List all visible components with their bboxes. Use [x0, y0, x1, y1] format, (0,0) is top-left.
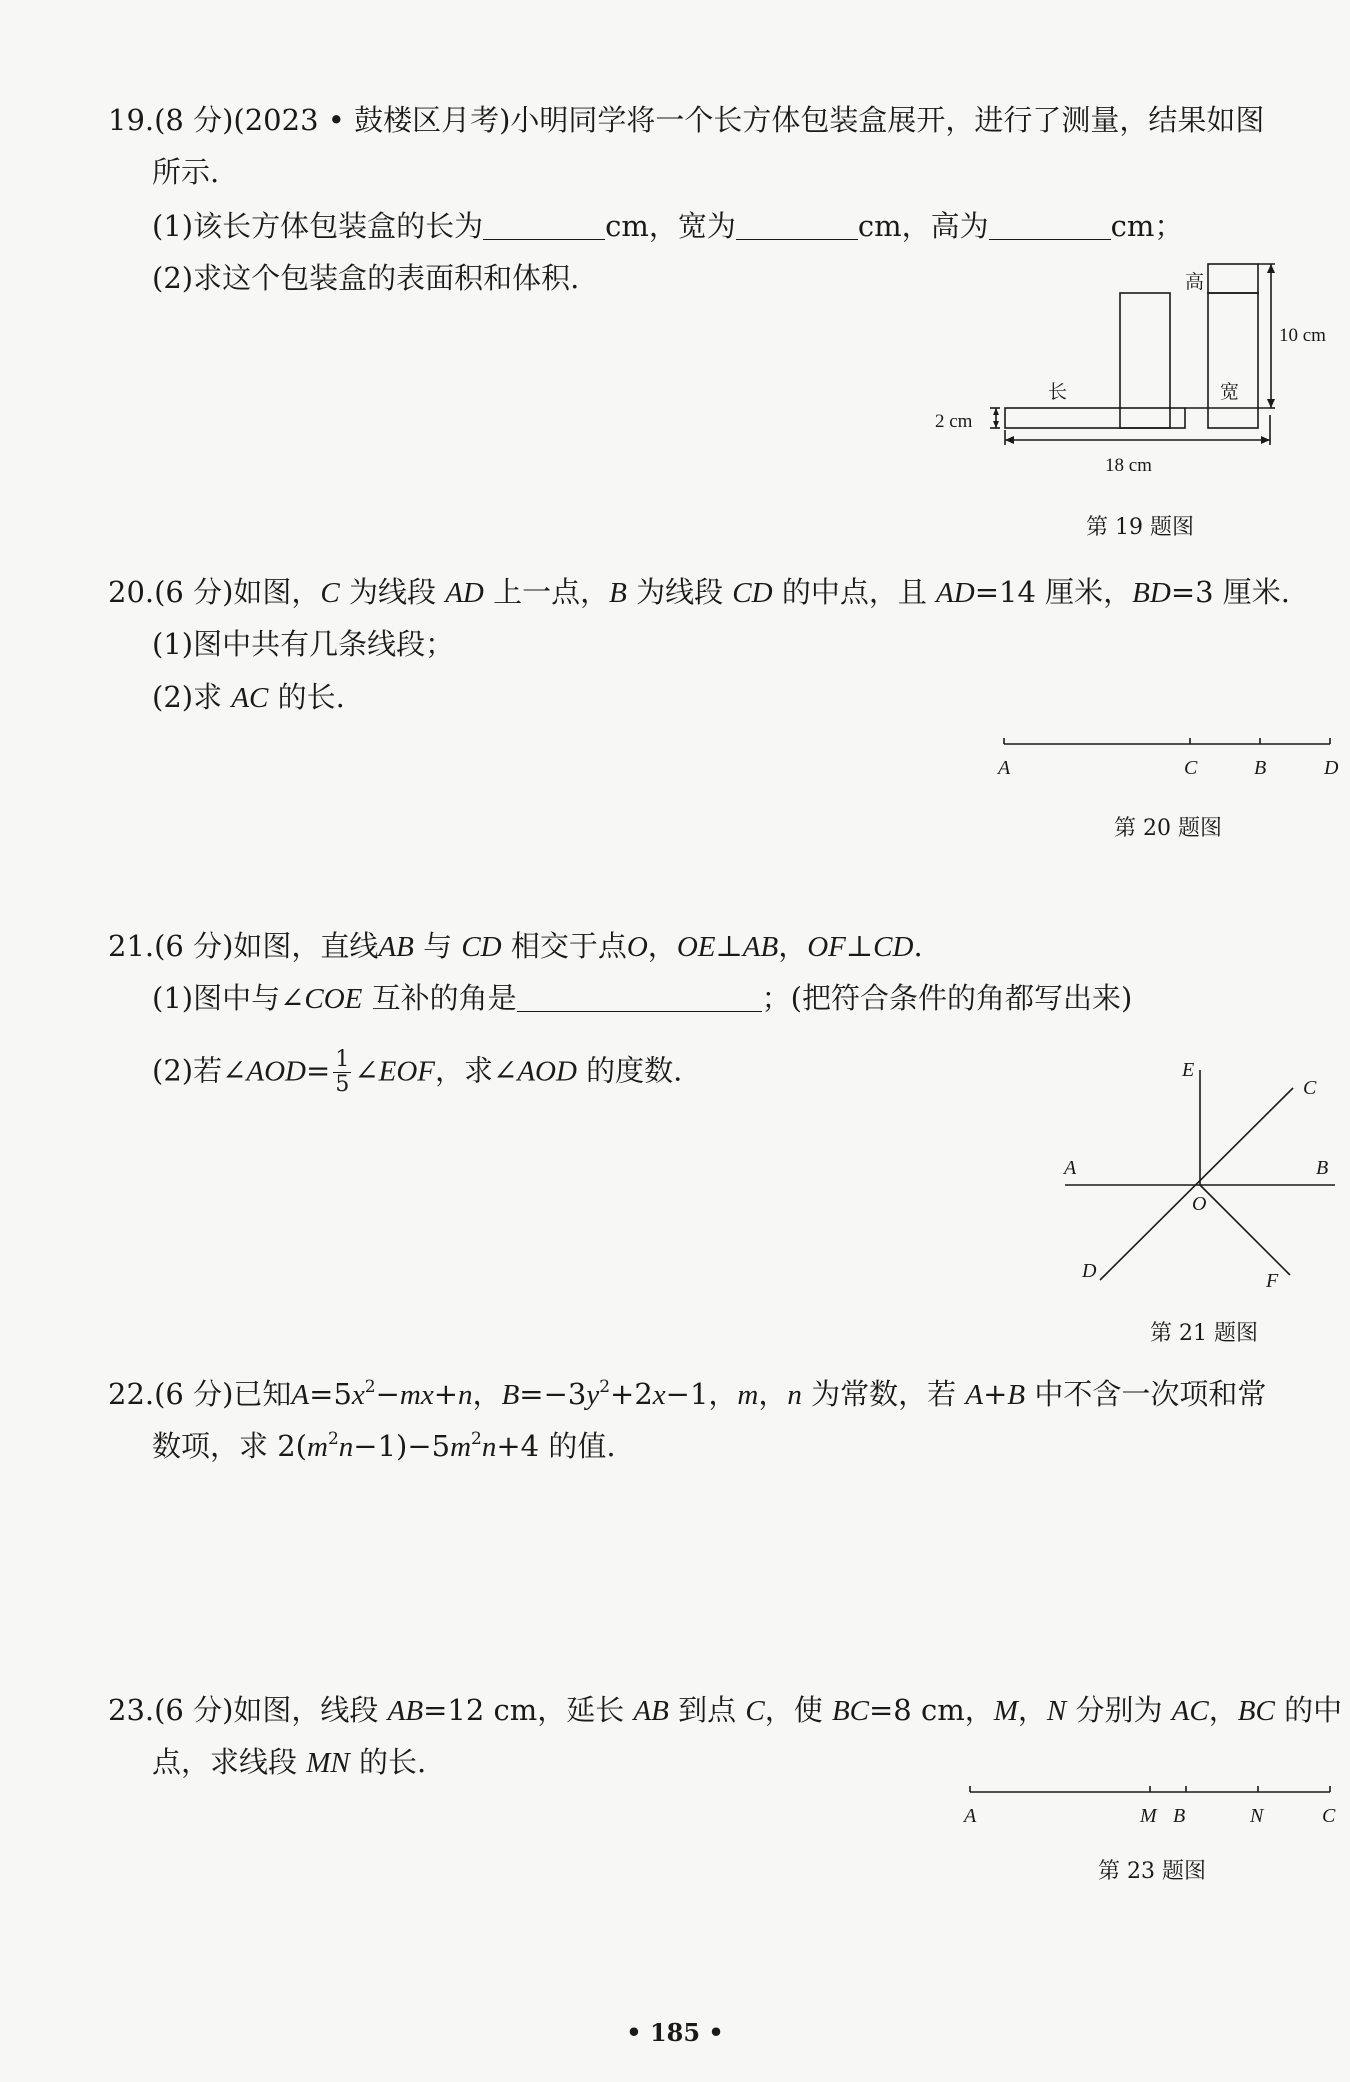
q19-label-chang: 长 [1048, 382, 1068, 403]
q19-label-kuan: 宽 [1220, 382, 1240, 403]
q22-line2: 数项，求 $2(m^2n-1)-5m^2n+4$ 的值. [152, 1429, 616, 1463]
q19-figure [930, 255, 1330, 485]
q21-line-CD [1100, 1088, 1293, 1280]
q21-caption: 第 21 题图 [1150, 1321, 1258, 1346]
q21-ray-OF [1200, 1185, 1290, 1275]
q20-line1: 20.(6 分)如图，C 为线段 AD 上一点，B 为线段 CD 的中点，且 AD=14 厘米，BD=3 厘米. [108, 575, 1290, 609]
q21-point-D: D [1082, 1260, 1097, 1282]
q21-fraction: $\frac{1}{5}$ [335, 1047, 350, 1097]
q19-label-10cm: 10 cm [1279, 325, 1326, 346]
q19-line1: 19.(8 分)(2023 • 鼓楼区月考)小明同学将一个长方体包装盒展开，进行了测量，结果如图 [108, 103, 1265, 137]
q20-point-C: C [1184, 757, 1198, 779]
q19-label-18cm: 18 cm [1105, 455, 1152, 476]
q23-point-A: A [964, 1805, 977, 1827]
q19-box-top [1208, 264, 1258, 293]
q21-line1: 21.(6 分)如图，直线AB 与 CD 相交于点O，OE⊥AB，OF⊥CD. [108, 929, 923, 963]
q21-point-B: B [1316, 1157, 1329, 1179]
q19-part1: (1)该长方体包装盒的长为 cm，宽为 cm，高为 cm； [152, 209, 1184, 243]
q21-part1: (1)图中与∠COE 互补的角是 ；(把符合条件的角都写出来) [152, 981, 1133, 1015]
q20-part1: (1)图中共有几条线段； [152, 627, 455, 661]
q21-point-O: O [1192, 1193, 1207, 1215]
q21-point-E: E [1182, 1059, 1195, 1081]
q19-blank-height[interactable] [989, 213, 1111, 240]
q23-point-N: N [1250, 1805, 1264, 1827]
q23-line2: 点，求线段 MN 的长. [152, 1745, 427, 1779]
q23-line1: 23.(6 分)如图，线段 AB=12 cm，延长 AB 到点 C，使 BC=8 cm，M，N 分别为 AC，BC 的中 [108, 1693, 1343, 1727]
q19-box-base [1005, 408, 1185, 428]
q19-caption: 第 19 题图 [1086, 515, 1194, 540]
q22-line1: 22.(6 分)已知$A=5x^2-mx+n$，$B=-3y^2+2x-1$，m，n 为常数，若 A+B 中不含一次项和常 [108, 1377, 1267, 1411]
q20-part2: (2)求 AC 的长. [152, 680, 345, 714]
q20-point-D: D [1324, 757, 1339, 779]
q23-point-B: B [1173, 1805, 1186, 1827]
q19-line2: 所示. [152, 155, 220, 189]
q23-figure [960, 1780, 1340, 1840]
q21-part2: (2)若∠AOD= $\frac{1}{5}$ ∠EOF，求∠AOD 的度数. [152, 1047, 683, 1097]
q20-figure [990, 730, 1340, 790]
q19-label-gao: 高 [1185, 272, 1205, 293]
q23-point-M: M [1140, 1805, 1157, 1827]
q19-blank-width[interactable] [736, 213, 858, 240]
q19-blank-length[interactable] [483, 213, 605, 240]
q21-blank-angles[interactable] [517, 985, 762, 1012]
q19-part2: (2)求这个包装盒的表面积和体积. [152, 261, 580, 295]
q23-caption: 第 23 题图 [1098, 1859, 1206, 1884]
q20-point-B: B [1254, 757, 1267, 779]
q21-point-F: F [1266, 1270, 1279, 1292]
q21-point-A: A [1064, 1157, 1077, 1179]
q20-point-A: A [998, 757, 1011, 779]
q19-label-2cm: 2 cm [935, 411, 973, 432]
q20-caption: 第 20 题图 [1114, 816, 1222, 841]
q21-point-C: C [1303, 1077, 1317, 1099]
q21-figure [1060, 1050, 1350, 1310]
page-number: • 185 • [626, 2018, 724, 2047]
q23-point-C: C [1322, 1805, 1336, 1827]
